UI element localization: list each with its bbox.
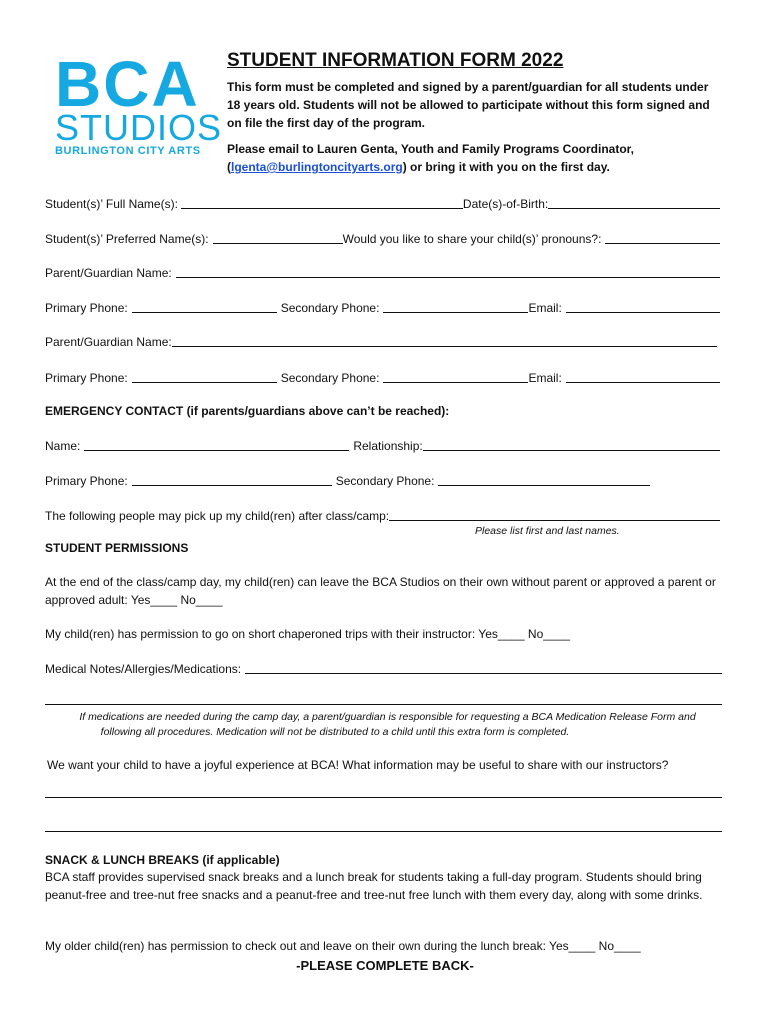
full-name-label: Student(s)’ Full Name(s): xyxy=(45,197,178,211)
dob-label: Date(s)-of-Birth: xyxy=(462,197,549,211)
row-pickup xyxy=(45,508,720,523)
lunch-checkout-permission: My older child(ren) has permission to check out and leave on their own during the lunch break: Yes____ No____ xyxy=(45,939,641,953)
pickup-note: Please list first and last names. xyxy=(475,525,620,537)
intro-text: This form must be completed and signed by a parent/guardian for all students under 18 years old. Students will not be allowed to participate without this form signed and on file the first day of the program. xyxy=(227,80,710,130)
leave-alone-permission: At the end of the class/camp day, my child(ren) can leave the BCA Studios on their own without parent or approved a parent or approved adult: Yes____ No____ xyxy=(45,575,716,607)
row-emergency-phones xyxy=(45,473,650,488)
emergency-heading: EMERGENCY CONTACT (if parents/guardians above can’t be reached): xyxy=(45,404,450,418)
joyful-answer-line-2[interactable] xyxy=(45,819,722,832)
full-name-field[interactable] xyxy=(181,196,463,209)
email-open-paren: ( xyxy=(227,160,231,174)
primary-phone-field[interactable] xyxy=(132,300,277,313)
preferred-name-label: Student(s)’ Preferred Name(s): xyxy=(45,232,209,246)
emergency-secondary-phone-label: Secondary Phone: xyxy=(335,474,435,488)
page-title: STUDENT INFORMATION FORM 2022 xyxy=(227,50,564,71)
logo-studios: STUDIOS xyxy=(55,107,223,148)
pickup-field[interactable] xyxy=(389,508,720,521)
email-field[interactable] xyxy=(566,300,720,313)
emergency-secondary-phone-field[interactable] xyxy=(438,473,650,486)
primary-phone-2-field[interactable] xyxy=(132,370,277,383)
secondary-phone-2-field[interactable] xyxy=(383,370,528,383)
email-line xyxy=(227,158,610,176)
email-2-field[interactable] xyxy=(566,370,720,383)
joyful-answer-line-1[interactable] xyxy=(45,785,722,798)
permissions-heading: STUDENT PERMISSIONS xyxy=(45,541,189,555)
row-parent-name xyxy=(45,265,720,280)
relationship-label: Relationship: xyxy=(353,439,423,453)
pronouns-label: Would you like to share your child(s)’ pronouns?: xyxy=(342,232,602,246)
email-suffix: ) or bring it with you on the first day. xyxy=(402,160,610,174)
pickup-label: The following people may pick up my child(ren) after class/camp: xyxy=(45,509,390,523)
email-2-label: Email: xyxy=(528,371,562,385)
joyful-question: We want your child to have a joyful experience at BCA! What information may be useful to share with our instructors? xyxy=(47,758,669,772)
row-medical xyxy=(45,661,722,676)
medical-field-line-2[interactable] xyxy=(45,692,722,705)
preferred-name-field[interactable] xyxy=(213,231,343,244)
row-preferred-name xyxy=(45,231,720,246)
relationship-field[interactable] xyxy=(423,438,720,451)
pronouns-field[interactable] xyxy=(605,231,720,244)
email-label: Email: xyxy=(528,301,562,315)
row-full-name xyxy=(45,196,720,211)
emergency-primary-phone-field[interactable] xyxy=(132,473,332,486)
parent-name-2-label: Parent/Guardian Name: xyxy=(45,335,172,349)
email-link[interactable]: lgenta@burlingtoncityarts.org xyxy=(231,160,403,174)
row-emergency-name xyxy=(45,438,720,453)
logo-subtitle: BURLINGTON CITY ARTS xyxy=(55,145,201,157)
medical-label: Medical Notes/Allergies/Medications: xyxy=(45,662,242,676)
secondary-phone-field[interactable] xyxy=(383,300,528,313)
email-instruction: Please email to Lauren Genta, Youth and Family Programs Coordinator, xyxy=(227,142,634,156)
emergency-name-label: Name: xyxy=(45,439,81,453)
secondary-phone-label: Secondary Phone: xyxy=(280,301,380,315)
footer-complete-back: -PLEASE COMPLETE BACK- xyxy=(296,958,474,973)
emergency-name-field[interactable] xyxy=(84,438,349,451)
snack-body: BCA staff provides supervised snack breaks and a lunch break for students taking a full-day program. Students should bring peanut-free and tree-nut free snacks and a peanut-free and tree-nut free lunch with them every day, along with some drinks. xyxy=(45,870,703,902)
row-phones xyxy=(45,300,720,315)
snack-heading: SNACK & LUNCH BREAKS (if applicable) xyxy=(45,853,280,867)
logo-bca: BCA xyxy=(55,48,200,120)
medical-field[interactable] xyxy=(245,661,722,674)
primary-phone-2-label: Primary Phone: xyxy=(45,371,128,385)
parent-name-field[interactable] xyxy=(176,265,720,278)
medical-note-2: following all procedures. Medication will not be distributed to a child until this extra form is completed. xyxy=(100,726,570,738)
dob-field[interactable] xyxy=(548,196,720,209)
secondary-phone-2-label: Secondary Phone: xyxy=(280,371,380,385)
primary-phone-label: Primary Phone: xyxy=(45,301,128,315)
emergency-primary-phone-label: Primary Phone: xyxy=(45,474,128,488)
parent-name-label: Parent/Guardian Name: xyxy=(45,266,172,280)
medical-note-1: If medications are needed during the camp day, a parent/guardian is responsible for requesting a BCA Medication Release Form and xyxy=(79,711,696,723)
parent-name-2-field[interactable] xyxy=(172,334,717,347)
row-phones-2 xyxy=(45,370,720,385)
row-parent-name-2 xyxy=(45,334,717,349)
trips-permission: My child(ren) has permission to go on short chaperoned trips with their instructor: Yes____ No____ xyxy=(45,627,570,641)
